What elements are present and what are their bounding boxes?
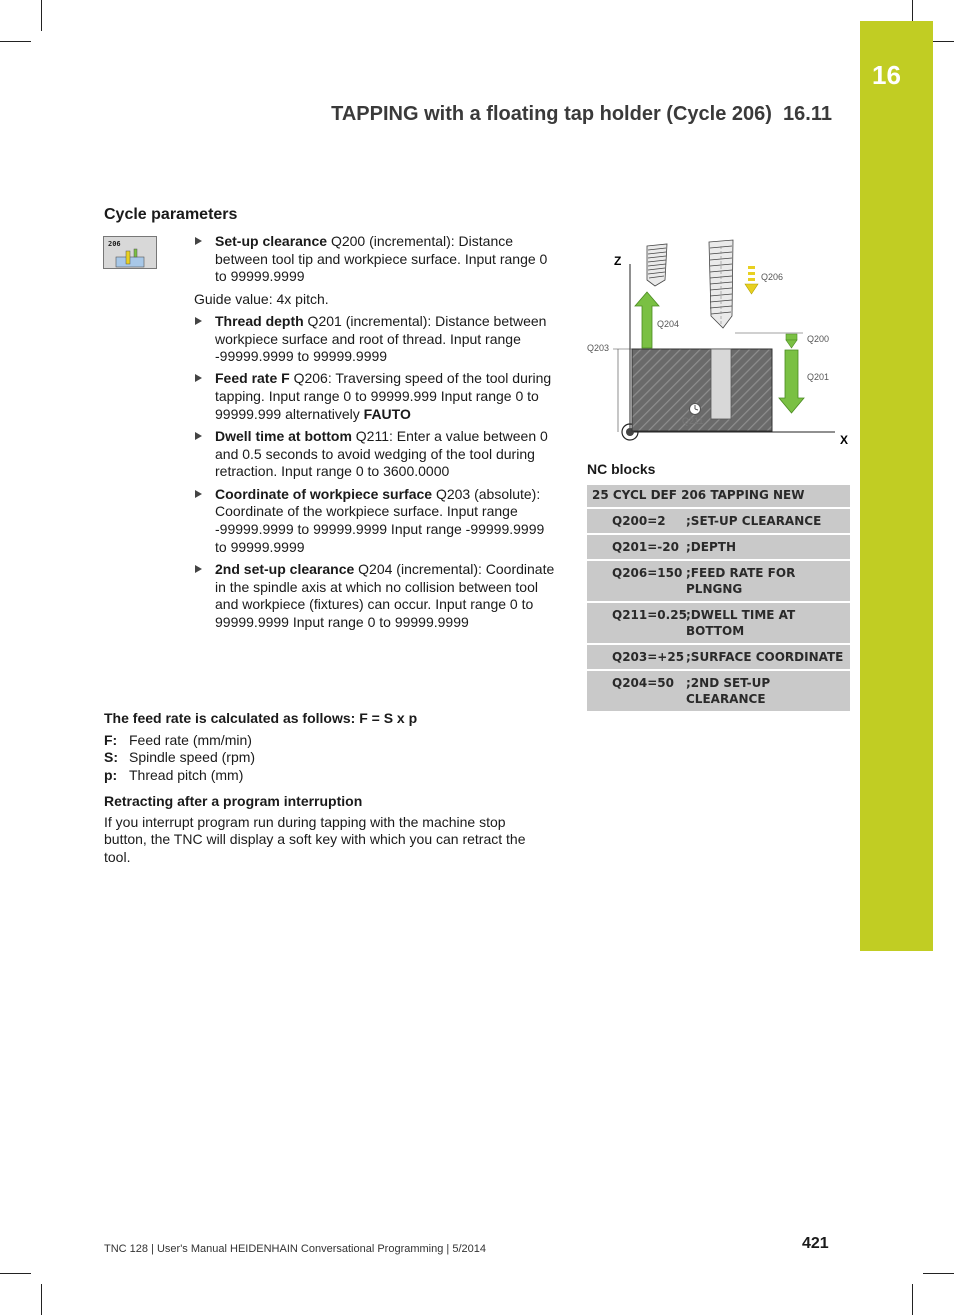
param-text: Q204 (incremental): Coordinate in the spindle axis at which no collision between tool and workpiece (fixtures) can occur. Input range 0 to 99999.9999 Input range 0 to 99999.9999 [215, 560, 555, 631]
param-workpiece-surface [194, 486, 559, 557]
nc-comment: ;DEPTH [686, 540, 736, 554]
nc-comment: ;2ND SET-UP CLEARANCE [686, 676, 771, 706]
cycle-206-softkey-icon [103, 236, 157, 269]
formula-value: Thread pitch (mm) [129, 767, 244, 784]
formula-title: The feed rate is calculated as follows: F = S x p [104, 710, 418, 726]
footer-text: TNC 128 | User's Manual HEIDENHAIN Conversational Programming | 5/2014 [104, 1243, 486, 1255]
formula-key: S: [104, 749, 118, 766]
table-row [587, 671, 850, 713]
param-text: Q201 (incremental): Distance between workpiece surface and root of thread. Input range -99999.9999 to 99999.9999 [215, 312, 547, 365]
table-row [587, 603, 850, 645]
x-axis-label: X [840, 433, 849, 447]
table-row [587, 509, 850, 535]
param-text: Q211: Enter a value between 0 and 0.5 seconds to avoid wedging of the tool during retraction. Input range 0 to 3600.0000 [215, 428, 548, 480]
table-row [587, 561, 850, 603]
param-feed-rate [194, 370, 559, 423]
label-q203: Q203 [587, 343, 610, 353]
nc-comment: ;SET-UP CLEARANCE [686, 514, 822, 528]
table-row [587, 645, 850, 671]
tap-tool [709, 240, 733, 328]
formula-key: p: [104, 767, 118, 784]
chapter-number: 16 [872, 60, 901, 90]
nc-comment: ;SURFACE COORDINATE [686, 650, 844, 664]
crop-mark [0, 41, 31, 42]
param-text: Q203 (absolute): Coordinate of the workpiece surface. Input range -99999.9999 to 99999.9999 Input range -99999.9999 to 99999.9999 [215, 485, 545, 555]
bullet-arrow-icon [195, 374, 202, 382]
bullet-arrow-icon [195, 565, 202, 573]
param-setup-clearance [194, 233, 559, 286]
tapped-hole [711, 349, 731, 419]
nc-code: Q206=150 [612, 566, 683, 580]
param-thread-depth [194, 313, 559, 366]
param-fauto: FAUTO [363, 405, 411, 422]
param-2nd-setup-clearance [194, 561, 559, 632]
nc-blocks-table [587, 485, 850, 713]
formula-row [104, 767, 564, 785]
table-row [587, 535, 850, 561]
nc-header: 25 CYCL DEF 206 TAPPING NEW [592, 488, 805, 502]
label-q206: Q206 [761, 272, 784, 282]
guide-value: Guide value: 4x pitch. [194, 290, 329, 307]
param-text: Q200 (incremental): Distance between tool tip and workpiece surface. Input range 0 to 99999.9999 [215, 233, 548, 285]
header-section-number: 16.11 [783, 103, 832, 125]
z-axis-label: Z [614, 254, 622, 268]
param-text: Q206: Traversing speed of the tool during tapping. Input range 0 to 99999.999 Input range 0 to 99999.999 alternatively [215, 370, 552, 422]
bullet-arrow-icon [195, 237, 202, 245]
softkey-label: 206 [108, 240, 121, 248]
page-header [331, 103, 832, 126]
nc-code: Q200=2 [612, 514, 666, 528]
retract-section [104, 793, 544, 867]
bullet-arrow-icon [195, 490, 202, 498]
retract-title: Retracting after a program interruption [104, 793, 363, 809]
crop-mark [912, 1284, 913, 1315]
formula-row [104, 732, 564, 750]
tap-tool-retracted [647, 244, 667, 286]
retract-text: If you interrupt program run during tapping with the machine stop button, the TNC will display a soft key with which you can retract the tool. [104, 813, 526, 866]
tapping-diagram [585, 236, 855, 451]
bullet-arrow-icon [195, 432, 202, 440]
param-dwell-time [194, 428, 559, 481]
section-title: Cycle parameters [104, 206, 238, 223]
softkey-graphic [104, 237, 158, 270]
nc-comment: ;DWELL TIME AT BOTTOM [686, 608, 796, 638]
nc-code: Q211=0.25 [612, 608, 687, 622]
arrow-q204-icon [635, 292, 659, 348]
nc-code: Q201=-20 [612, 540, 679, 554]
param-name: Coordinate of workpiece surface [215, 485, 433, 502]
label-q204: Q204 [657, 319, 680, 329]
nc-code: Q203=+25 [612, 650, 685, 664]
arrow-q206-icon [745, 266, 758, 294]
nc-comment: ;FEED RATE FOR PLNGNG [686, 566, 796, 596]
chapter-tab [860, 21, 933, 951]
param-name: 2nd set-up clearance [215, 560, 355, 577]
label-q201: Q201 [807, 372, 830, 382]
label-q200: Q200 [807, 334, 830, 344]
page-number: 421 [802, 1235, 829, 1252]
crop-mark [41, 1284, 42, 1315]
label-q211: Q211 [682, 416, 704, 426]
crop-mark [0, 1273, 31, 1274]
param-name: Dwell time at bottom [215, 428, 352, 445]
arrow-q201-icon [779, 350, 804, 413]
arrow-q200-icon [786, 334, 797, 340]
formula-value: Spindle speed (rpm) [129, 749, 256, 766]
formula-key: F: [104, 731, 118, 748]
formula-row [104, 749, 564, 767]
param-name: Set-up clearance [215, 233, 328, 249]
feed-rate-formula [104, 710, 564, 785]
formula-value: Feed rate (mm/min) [129, 731, 252, 748]
header-title: TAPPING with a floating tap holder (Cycle 206) [331, 103, 772, 125]
param-name: Feed rate F [215, 370, 290, 387]
crop-mark [923, 1273, 954, 1274]
crop-mark [41, 0, 42, 31]
nc-blocks-title: NC blocks [587, 461, 656, 477]
nc-header-row [587, 485, 850, 509]
parameter-list [194, 233, 559, 636]
nc-code: Q204=50 [612, 676, 675, 690]
param-name: Thread depth [215, 312, 304, 329]
bullet-arrow-icon [195, 317, 202, 325]
